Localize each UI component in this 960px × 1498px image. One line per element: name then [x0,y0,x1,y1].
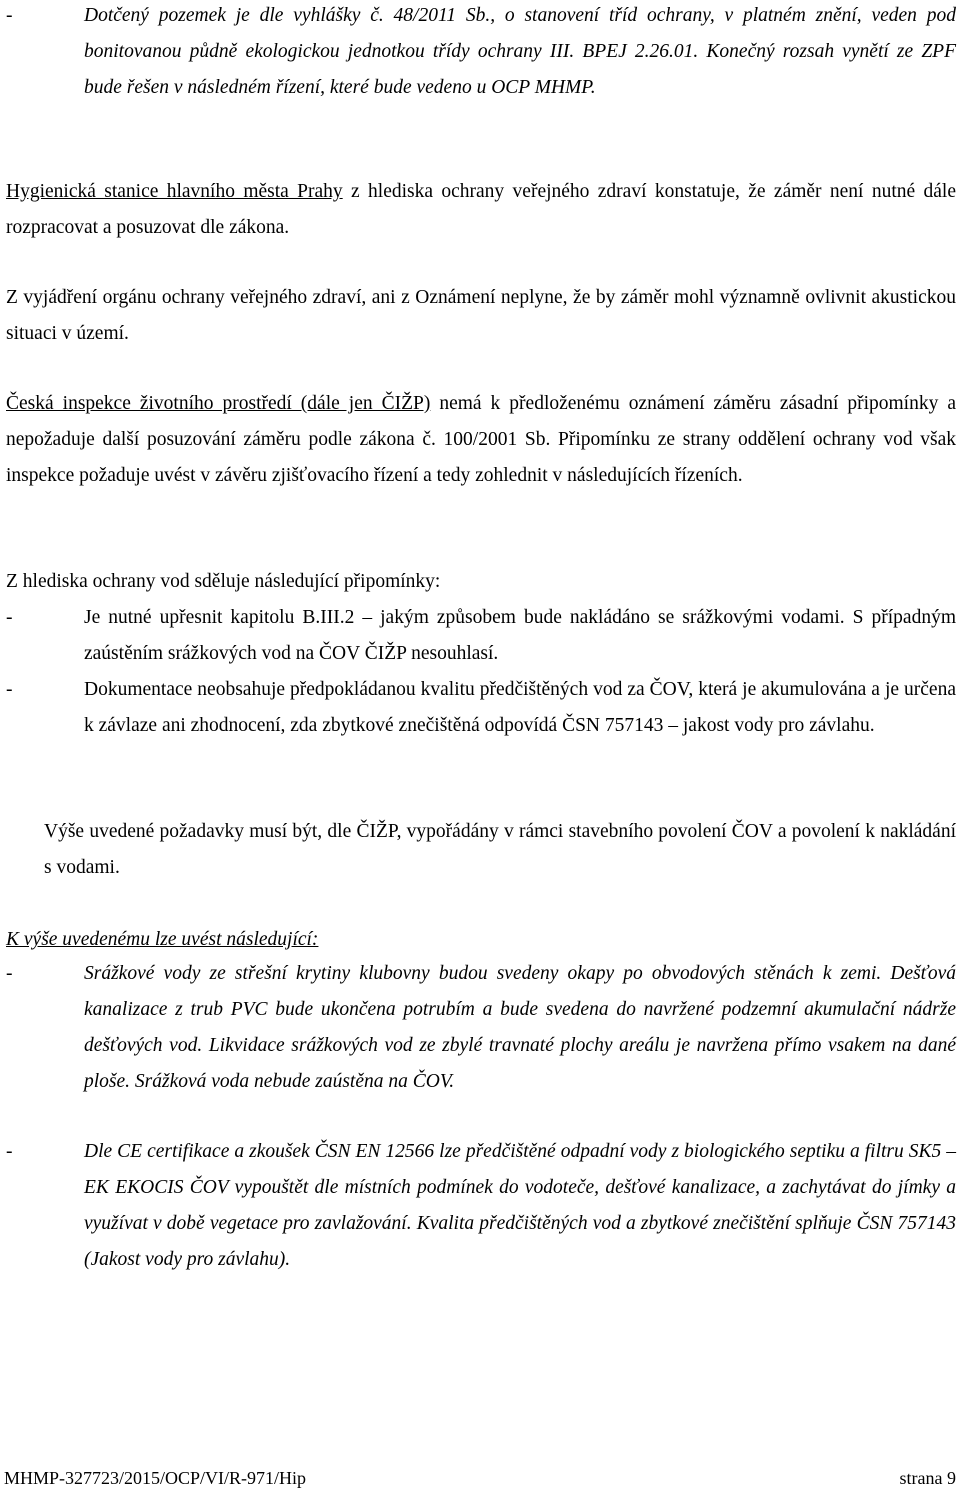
document-reference: MHMP-327723/2015/OCP/VI/R-971/Hip [4,1468,307,1488]
list-dash: - [6,5,13,26]
paragraph-uvest-text: K výše uvedenému lze uvést následující: [6,929,319,950]
list-item-text: Srážkové vody ze střešní krytiny klubovny budou svedeny okapy po obvodových stěnách k zemi. Dešťová kanalizace z trub PVC bude ukončena potrubím a bude svedena do navržené podzemní akumulační nádrže dešťových vod. Likvidace srážkových vod ze zbylé travnaté plochy areálu je navržena přímo vsakem na dané ploše. Srážková voda nebude zaústěna na ČOV. [84,963,956,1092]
list-item [6,1134,956,1278]
paragraph-hygiena [6,174,956,246]
list-item-text: Dotčený pozemek je dle vyhlášky č. 48/2011 Sb., o stanovení tříd ochrany, v platném znění, veden pod bonitovanou půdně ekologickou jednotkou třídy ochrany III. BPEJ 2.26.01. Konečný rozsah vynětí ze ZPF bude řešen v následném řízení, které bude vedeno u OCP MHMP. [84,5,956,98]
list-item [6,672,956,744]
list-item [6,600,956,672]
list-item-text: Dle CE certifikace a zkoušek ČSN EN 12566 lze předčištěné odpadní vody z biologického septiku a filtru SK5 – EK EKOCIS ČOV vypouštět dle místních podmínek do vodoteče, dešťové kanalizace, a zachytávat do jímky a využívat v době vegetace pro zavlažování. Kvalita předčištěných vod a zbytkové znečištění splňuje ČSN 757143 (Jakost vody pro závlahu). [84,1141,956,1270]
org-name-hygiena: Hygienická stanice hlavního města Prahy [6,181,343,202]
list-dash: - [6,963,13,984]
list-item [6,956,956,1100]
list-dash: - [6,679,13,700]
paragraph-text: z hlediska ochrany veřejného zdraví konstatuje, že záměr není nutné dále rozpracovat a posuzovat dle zákona. [6,181,956,238]
paragraph-uvest [6,922,956,958]
list-dash: - [6,1141,13,1162]
paragraph-ochrana-vod: Z hlediska ochrany vod sděluje následující připomínky: [6,571,441,592]
list-item [6,0,956,106]
org-name-cizp: Česká inspekce životního prostředí (dále jen ČIŽP) [6,393,431,414]
paragraph-text: nemá k předloženému oznámení záměru zásadní připomínky a nepožaduje další posuzování záměru podle zákona č. 100/2001 Sb. Připomínku ze strany oddělení ochrany vod však inspekce požaduje uvést v závěru zjišťovacího řízení a tedy zohlednit v následujících řízeních. [6,393,956,486]
list-dash: - [6,607,13,628]
list-item-text: Dokumentace neobsahuje předpokládanou kvalitu předčištěných vod za ČOV, která je akumulována a je určena k závlaze ani zhodnocení, zda zbytkové znečištěná odpovídá ČSN 757143 – jakost vody pro závlahu. [84,679,956,736]
paragraph-cizp [6,386,956,494]
paragraph-pozadavky: Výše uvedené požadavky musí být, dle ČIŽP, vypořádány v rámci stavebního povolení ČOV a povolení k nakládání s vodami. [44,821,956,878]
page-number: strana 9 [899,1468,956,1488]
paragraph-vyjadreni: Z vyjádření orgánu ochrany veřejného zdraví, ani z Oznámení neplyne, že by záměr mohl významně ovlivnit akustickou situaci v území. [6,287,956,344]
list-item-text: Je nutné upřesnit kapitolu B.III.2 – jakým způsobem bude nakládáno se srážkovými vodami. S případným zaústěním srážkových vod na ČOV ČIŽP nesouhlasí. [84,607,956,664]
